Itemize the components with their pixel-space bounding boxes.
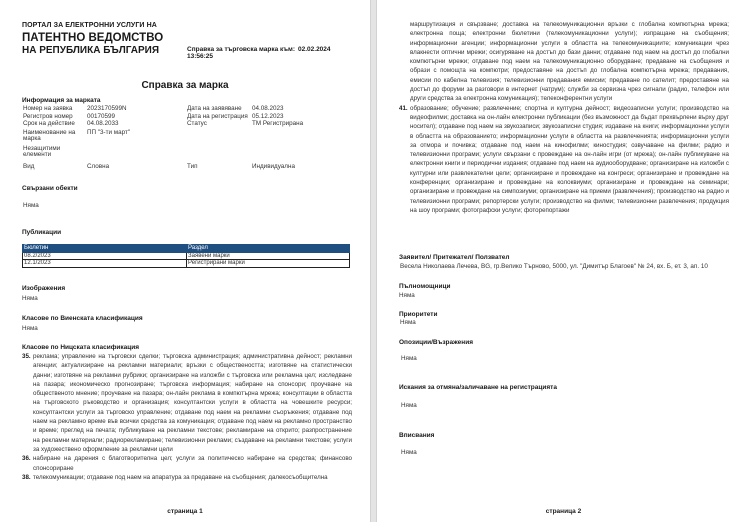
class-number: 38.	[22, 473, 31, 481]
vienna-classes-heading: Класове по Виенската класификация	[22, 315, 143, 322]
page-2	[377, 0, 750, 522]
info-label: Регистров номер	[23, 112, 73, 120]
info-label: Срок на действие	[23, 120, 75, 127]
trademark-info-heading: Информация за марката	[22, 97, 101, 104]
entries-heading: Вписвания	[399, 432, 435, 439]
nice-classes-list	[22, 352, 352, 482]
report-ref-time: 13:56:25	[187, 53, 214, 60]
images-value: Няма	[22, 295, 38, 302]
section-cell: Заявени марки	[187, 252, 350, 260]
vienna-classes-value: Няма	[22, 325, 38, 332]
office-name-line2: НА РЕПУБЛИКА БЪЛГАРИЯ	[22, 45, 160, 56]
entries-value: Няма	[401, 449, 417, 456]
info-row	[22, 146, 352, 160]
page-number: страница 2	[545, 508, 582, 515]
report-ref-label: Справка за търговска марка към:	[187, 46, 295, 53]
nice-classes-heading: Класове по Ницската класификация	[22, 344, 140, 351]
bulletin-cell: 12.1/2023	[23, 260, 187, 268]
info-value: TM Регистрирана	[252, 120, 304, 127]
class-description: реклама; управление на търговски сделки; търговска администрация; административна дейност; рекламни агенции; актуализиране на рекламни материали; връзки с обществеността; изготвяне на статистически данни; изготвяне на рекламни рубрики; организиране на изложби с търговска или рекламна цел; изследване на пазара; икономическо прогнозиране; търговска информация; набиране на спонсори; проучване на общественото мнение; проучване на пазара; он-лайн реклама в компютърна мрежа; консултации в областта на търговското ръководство и организация; консултантски услуги в областта на човешките ресурси; консултантски услуги за търговско управление; отдаване под наем на рекламни съоръжения; отдаване под наем на рекламно време във всички средства за комуникация; отдаване под наем на рекламно пространство и време; преглед на печата; публикуване на рекламни текстове; рекламиране на открито; разпространение на рекламни материали; радиорекламиране; телевизионни реклами; създаване на рекламни текстове; услуги за художествено оформление за рекламни цели	[33, 353, 352, 453]
attorneys-heading: Пълномощници	[399, 283, 451, 290]
info-value: 04.08.2033	[87, 120, 119, 127]
column-header-section: Раздел	[187, 245, 350, 253]
info-label: Дата на регистрация	[187, 112, 248, 120]
nice-classes-continued	[399, 20, 729, 215]
cancellation-requests-value: Няма	[401, 402, 417, 409]
publications-heading: Публикации	[22, 229, 62, 236]
info-row	[22, 120, 352, 128]
class-number: 41.	[399, 104, 408, 112]
info-value: 05.12.2023	[252, 112, 284, 120]
section-cell: Регистрирани марки	[187, 260, 350, 268]
info-label: Номер на заявка	[23, 105, 73, 112]
trademark-name-value: ПП "3-ти март"	[87, 128, 131, 136]
class-number: 35.	[22, 353, 31, 360]
nice-class-35	[22, 352, 352, 454]
page-number: страница 1	[167, 508, 203, 515]
oppositions-value: Няма	[401, 355, 417, 362]
info-row	[22, 130, 352, 144]
unprotected-elements-label: Незащитими елементи	[23, 144, 61, 158]
info-value: 2023170599N	[87, 105, 127, 112]
page-title: Справка за марка	[141, 80, 229, 91]
images-heading: Изображения	[22, 285, 66, 292]
class-38-continued: маршрутизация и свързване; доставка на телекомуникационни връзки с глобална компютърна мрежа; електронна поща; електронни бюлетини (телекомуникационни услуги); изпращане на съобщения; информационни агенции; информационни услуги в областта на телекомуникациите; комуникации чрез влакнести оптични мрежи; осигуряване на достъп до бази данни; отдаване под наем на достъп до глобални компютърни мрежи; отдаване под наем на телекомуникационно оборудване; предаване на съобщения и образи с помощта на компютри; предоставяне на достъп до глобална компютърна мрежа; предавания, емисии по кабелна телевизия; телевизионни предавания емисии; предаване по сателит; предоставяне на достъп до форуми за разговори в интернет (чатрум); служби за сервизна чрез сигнали (радио, телефон или други средства за електронна комуникация); телеконферентни услуги	[410, 21, 729, 103]
type-label: Тип	[187, 162, 198, 170]
portal-label: ПОРТАЛ ЗА ЕЛЕКТРОННИ УСЛУГИ НА	[22, 22, 157, 29]
related-objects-heading: Свързани обекти	[22, 185, 78, 192]
table-row	[23, 252, 350, 260]
report-ref-date: 02.02.2024	[298, 46, 331, 53]
class-description: телекомуникации; отдаване под наем на апаратура за предаване на съобщения; далекосъобщителна	[33, 473, 328, 481]
office-name-line1: ПАТЕНТНО ВЕДОМСТВО	[22, 32, 164, 44]
cancellation-requests-heading: Искания за отмяна/заличаване на регистрацията	[399, 384, 557, 391]
oppositions-heading: Опозиции/Възражения	[399, 339, 473, 346]
priorities-heading: Приоритети	[399, 311, 438, 318]
type-value: Индивидуална	[252, 162, 295, 170]
attorneys-value: Няма	[399, 292, 415, 299]
info-row	[22, 163, 352, 171]
info-label: Дата на заявяване	[187, 105, 242, 112]
class-description: образование; обучение; развлечение; спортна и културна дейност; видеозаписни услуги; производство на видеофилми; доставка на он-лайн електронни публикации (без възможност да бъдат прехвърлени върху друг носител); отдаване под наем на звукозаписи; звукозаписни студия; издаване на книги; информационни услуги в областта на образованието; информационни услуги в областта на развлеченията; информационни услуги за отмора и почивка; отдаване под наем на кинофилми; киностудия; озвучаване на филми; радио и телевизионни програми; услуги свързани с провеждане на он-лайн игри (от мрежа); он-лайн публикуване на електронни книги и периодични издания; отдаване под наем на аудиооборудване; организиране на изложби с културни или развлекателни цели; организиране и провеждане на конгреси; организиране и провеждане на конференции; организиране и провеждане на колоквиуми; организиране и провеждане на семинари; организиране и провеждане на симпозиуми; организиране на приеми (развлечения); производство на радио и телевизионни програми; репортерски услуги; производство на филми; телевизионни развлечения; продукция на шоу програми; фотографски услуги; фоторепортажи	[410, 104, 729, 214]
related-objects-value: Няма	[23, 202, 39, 209]
class-number: 36.	[22, 455, 31, 463]
info-value: 04.08.2023	[252, 105, 284, 112]
unprotected-elements-value	[87, 146, 187, 160]
info-value: 00170599	[87, 112, 116, 120]
priorities-value: Няма	[400, 319, 416, 326]
kind-label: Вид	[23, 162, 35, 170]
trademark-info	[22, 97, 352, 170]
applicant-value: Весела Николаева Лечева, BG, гр.Велико Търново, 5000, ул. "Димитър Благоев" № 24, вх. Б, ет. 3, ап. 10	[400, 263, 708, 270]
report-reference	[187, 46, 337, 60]
trademark-name-label: Наименование на марка	[23, 128, 76, 142]
nice-class-36	[22, 454, 352, 473]
column-header-bulletin: Бюлетин	[23, 245, 187, 253]
nice-class-41	[399, 104, 729, 216]
table-header-row	[23, 245, 350, 253]
info-row	[22, 105, 352, 113]
publications-table	[22, 244, 350, 268]
table-row	[23, 260, 350, 268]
nice-class-38	[22, 473, 352, 482]
page-divider	[370, 0, 377, 522]
applicant-heading: Заявител/ Притежател/ Ползвател	[399, 254, 510, 261]
class-description: набиране на дарения с благотворителна цел; услуги за политическо набиране на средства; финансово спонсориране	[33, 455, 352, 472]
page-1	[0, 0, 370, 522]
info-row	[22, 113, 352, 121]
bulletin-cell: 08.2/2023	[23, 252, 187, 260]
kind-value: Словна	[87, 162, 110, 170]
info-label: Статус	[187, 120, 207, 127]
